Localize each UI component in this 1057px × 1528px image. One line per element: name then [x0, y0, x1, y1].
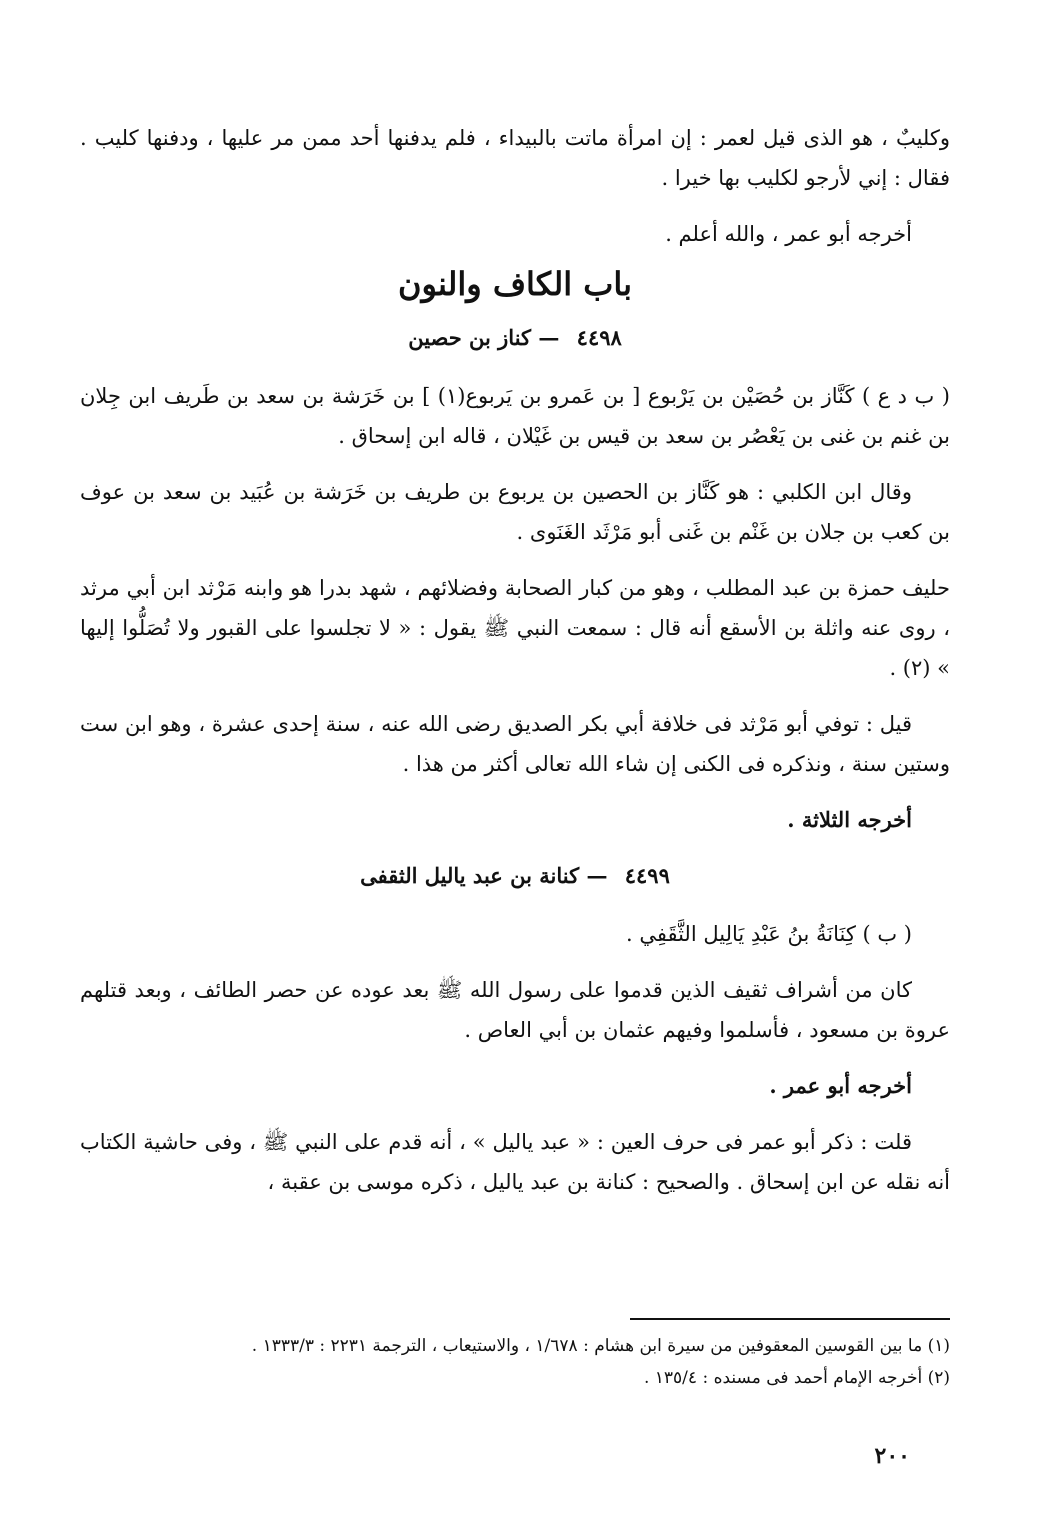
footnotes: [80, 1330, 950, 1394]
entry-source-note: أخرجه الثلاثة .: [787, 807, 912, 832]
footnote-1: (١) ما بين القوسين المعقوفين من سيرة ابن هشام : ١/٦٧٨ ، والاستيعاب ، الترجمة ٢٢٣١ : ١٣٣٣/٣ .: [251, 1336, 950, 1356]
entry-heading-4499: [80, 856, 950, 896]
entry-heading-4498: [80, 318, 950, 358]
entry-paragraph: قيل : توفي أبو مَرْثد فى خلافة أبي بكر الصديق رضى الله عنه ، سنة إحدى عشرة ، وهو ابن ست وستين سنة ، ونذكره فى الكنى إن شاء الله تعالى أكثر من هذا .: [80, 712, 950, 776]
footnote-2: (٢) أخرجه الإمام أحمد فى مسنده : ١٣٥/٤ .: [643, 1368, 950, 1388]
entry-paragraph: ( ب د ع ) كَنَّاز بن حُصَيْن بن يَرْبوع [ بن عَمرو بن يَربوع(١) ] بن خَرَشة بن سعد بن طَريف ابن جِلان بن غنم بن غنى بن يَعْصُر بن سعد بن قيس بن غَيْلان ، قاله ابن إسحاق .: [80, 384, 950, 448]
intro-paragraph-2: أخرجه أبو عمر ، والله أعلم .: [665, 222, 912, 246]
entry-name: كناز بن حصين: [408, 325, 532, 350]
entry-paragraph: ( ب ) كِنَانَةُ بنُ عَبْدِ يَالِيل الثَّقَفِي .: [626, 922, 912, 946]
entry-dash: —: [586, 863, 608, 888]
entry-paragraph: قلت : ذكر أبو عمر فى حرف العين : « عبد ياليل » ، أنه قدم على النبي ﷺ ، وفى حاشية الكتاب أنه نقله عن ابن إسحاق . والصحيح : كنانة بن عبد ياليل ، ذكره موسى بن عقبة ،: [80, 1130, 950, 1194]
entry-number: ٤٤٩٨: [576, 325, 622, 350]
page-number: ٢٠٠: [874, 1443, 910, 1469]
entry-source-note: أخرجه أبو عمر .: [769, 1073, 912, 1098]
entry-number: ٤٤٩٩: [624, 863, 670, 888]
entry-paragraph: كان من أشراف ثقيف الذين قدموا على رسول الله ﷺ بعد عوده عن حصر الطائف ، وبعد قتلهم عروة بن مسعود ، فأسلموا وفيهم عثمان بن أبي العاص .: [80, 978, 950, 1042]
book-page: [80, 118, 950, 1498]
intro-paragraph-1: وكليبٌ ، هو الذى قيل لعمر : إن امرأة ماتت بالبيداء ، فلم يدفنها أحد ممن مر عليها ، ودفنها كليب . فقال : إني لأرجو لكليب بها خيرا .: [80, 126, 950, 190]
entry-paragraph: حليف حمزة بن عبد المطلب ، وهو من كبار الصحابة وفضلائهم ، شهد بدرا هو وابنه مَرْثد ابن أبي مرثد ، روى عنه واثلة بن الأسقع أنه قال : سمعت النبي ﷺ يقول : « لا تجلسوا على القبور ولا تُصَلُّوا إليها » (٢) .: [80, 576, 950, 680]
chapter-title: باب الكاف والنون: [397, 265, 633, 303]
entry-name: كنانة بن عبد ياليل الثقفى: [360, 863, 580, 888]
footnotes-divider: [630, 1318, 950, 1320]
entry-dash: —: [538, 325, 560, 350]
entry-paragraph: وقال ابن الكلبي : هو كَنَّاز بن الحصين بن يربوع بن طريف بن خَرَشة بن عُبَيد بن سعد بن عوف بن كعب بن جلان بن غَنْم بن غَنى أبو مَرْثَد الغَنَوى .: [80, 480, 950, 544]
